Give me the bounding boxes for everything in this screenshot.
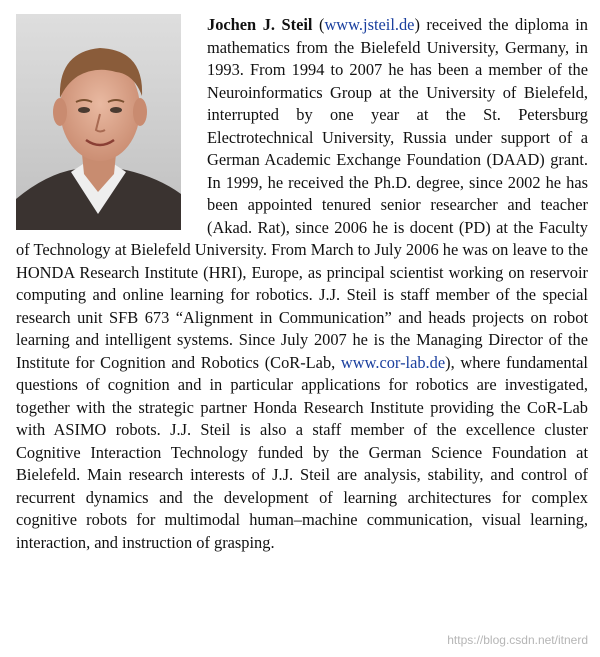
author-name: Jochen J. Steil <box>207 15 313 34</box>
bio-text-part-1: ) received the diploma in mathematics from the Bielefeld University, Germany, in 1993. From 1994 to 2007 he has been a member of the Neuroinformatics Group at the University of Bielefeld, interrupted by one year at the St. Petersburg Electrotechnical University, Russia under support of a German Academic Exchange Foundation (DAAD) grant. In 1999, he received the Ph.D. degree, since 2002 he has been appointed tenured senior researcher and teacher (Akad. Rat), since 2006 he is docent (PD) at the Faculty of Technology at Bielefeld University. From March to July 2006 he was on leave to the HONDA Research Institute (HRI), Europe, as principal scientist working on reservoir computing and online learning for robotics. J.J. Steil is staff member of the special research unit SFB 673 “Alignment in Communication” and heads projects on robot learning and intelligent systems. Since July 2007 he is the Managing Director of the Institute for Cognition and Robotics (CoR-Lab, <box>16 15 589 372</box>
author-portrait-photo <box>16 14 181 230</box>
watermark: https://blog.csdn.net/itnerd <box>447 633 588 647</box>
bio-text-paren: ( <box>312 15 325 34</box>
bio-text-part-2: ), where fundamental questions of cognition and in particular applications for robotics are investigated, together with the strategic partner Honda Research Institute providing the CoR-Lab with ASIMO robots. J.J. Steil is also a staff member of the excellence cluster Cognitive Interaction Technology funded by the German Science Foundation at Bielefeld. Main research interests of J.J. Steil are analysis, stability, and control of recurrent dynamics and the development of learning architectures for complex cognitive robots for multimodal human–machine communication, visual learning, interaction, and instruction of grasping. <box>16 352 588 552</box>
author-bio <box>16 14 588 554</box>
lab-website-link[interactable]: www.cor-lab.de <box>340 352 446 372</box>
website-link[interactable]: www.jsteil.de <box>324 15 415 34</box>
